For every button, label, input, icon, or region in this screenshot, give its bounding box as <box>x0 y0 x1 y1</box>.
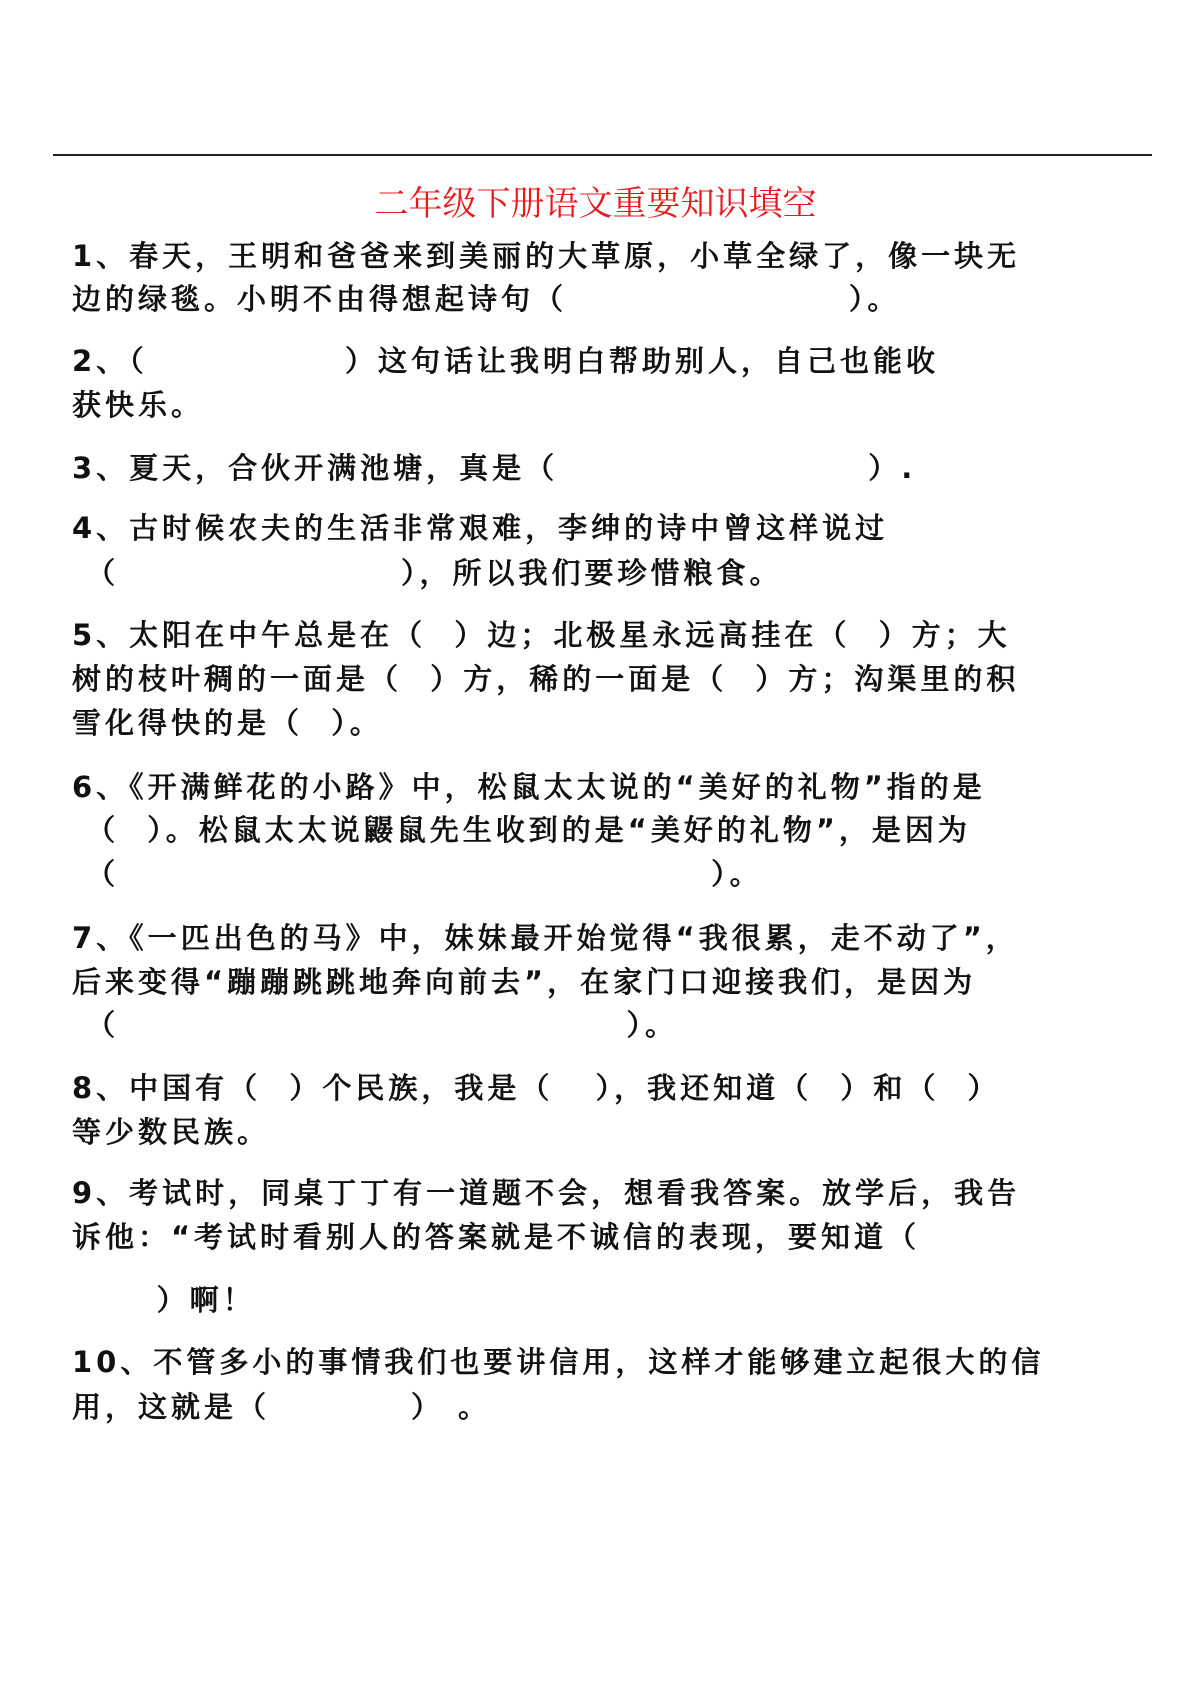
question-line: 9、考试时，同桌丁丁有一道题不会，想看我答案。放学后，我告 <box>72 1176 1021 1210</box>
question-line: 4、古时候农夫的生活非常艰难，李绅的诗中曾这样说过 <box>72 511 889 545</box>
question-line: 等少数民族。 <box>72 1115 271 1149</box>
question-line: 边的绿毯。小明不由得想起诗句（ ）。 <box>72 282 901 316</box>
question-line: 10、不管多小的事情我们也要讲信用，这样才能够建立起很大的信 <box>72 1345 1045 1379</box>
question-line: （ ），所以我们要珍惜粮食。 <box>72 556 783 590</box>
header-rule <box>53 154 1152 156</box>
question-line: ）啊！ <box>72 1283 256 1317</box>
question-line: 7、《一匹出色的马》中，妹妹最开始觉得“我很累，走不动了”， <box>72 921 1019 955</box>
question-line: 1、春天，王明和爸爸来到美丽的大草原，小草全绿了，像一块无 <box>72 239 1021 273</box>
question-line: 树的枝叶稠的一面是（ ）方，稀的一面是（ ）方；沟渠里的积 <box>72 662 1020 696</box>
question-line: 雪化得快的是（ ）。 <box>72 706 383 740</box>
question-line: 3、夏天，合伙开满池塘，真是（ ）. <box>72 451 917 485</box>
question-line: （ ）。 <box>72 1008 679 1042</box>
question-line: （ ）。 <box>72 857 763 891</box>
question-line: 诉他：“考试时看别人的答案就是不诚信的表现，要知道（ <box>72 1220 921 1254</box>
page-title: 二年级下册语文重要知识填空 <box>374 184 817 224</box>
question-line: 8、中国有（ ）个民族，我是（ ），我还知道（ ）和（ ） <box>72 1071 1001 1105</box>
question-line: 5、太阳在中午总是在（ ）边；北极星永远高挂在（ ）方；大 <box>72 618 1011 652</box>
question-line: 6、《开满鲜花的小路》中，松鼠太太说的“美好的礼物”指的是 <box>72 770 986 804</box>
question-line: 用，这就是（ ） 。 <box>72 1390 492 1424</box>
question-line: 获快乐。 <box>72 388 205 422</box>
question-line: 后来变得“蹦蹦跳跳地奔向前去”，在家门口迎接我们，是因为 <box>72 965 977 999</box>
question-line: 2、（ ）这句话让我明白帮助别人，自己也能收 <box>72 344 940 378</box>
question-line: （ ）。松鼠太太说鼹鼠先生收到的是“美好的礼物”，是因为 <box>72 813 971 847</box>
